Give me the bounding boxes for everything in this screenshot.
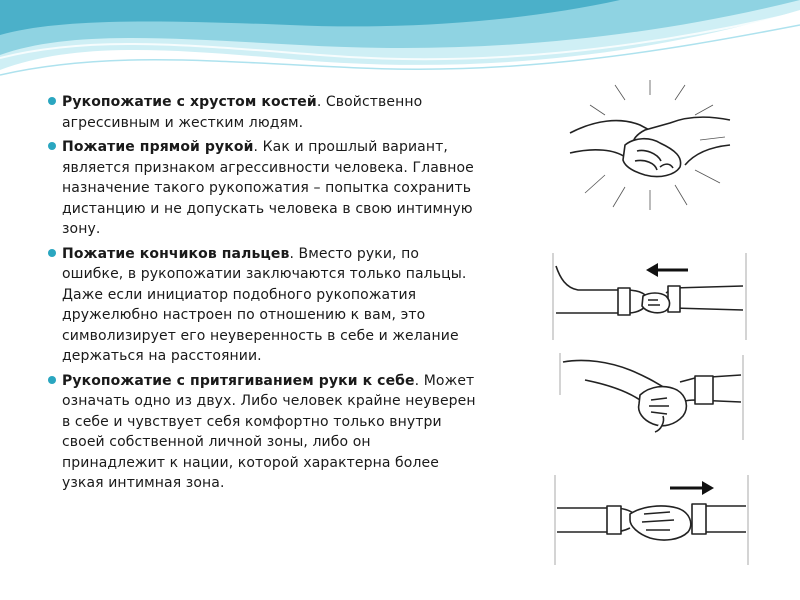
bullet-icon	[48, 97, 56, 105]
arrow-left-icon	[646, 263, 688, 277]
bullet-text: . Может означать одно из двух. Либо человек крайне неуверен в себе и чувствует себя комфортно только внутри своей собственной личной зоны, либо он принадлежит к нации, которой характерна более узкая интимная зона.	[62, 372, 476, 491]
bullet-icon	[48, 142, 56, 150]
fingertip-handshake-icon	[555, 350, 745, 445]
bullet-crushing-handshake	[48, 92, 478, 133]
straight-arm-handshake-icon	[548, 248, 748, 343]
bullet-term: Рукопожатие с притягиванием руки к себе	[62, 372, 415, 389]
arrow-right-icon	[670, 481, 714, 495]
bullet-icon	[48, 376, 56, 384]
bullet-list	[48, 92, 478, 498]
bullet-pulling	[48, 371, 478, 494]
bullet-straight-arm	[48, 137, 478, 240]
crushing-handshake-icon	[565, 75, 735, 215]
bullet-term: Рукопожатие с хрустом костей	[62, 94, 317, 110]
bullet-icon	[48, 249, 56, 257]
bullet-term: Пожатие кончиков пальцев	[62, 245, 290, 262]
bullet-term: Пожатие прямой рукой	[62, 139, 254, 155]
bullet-text: . Как и прошлый вариант, является признаком агрессивности человека. Главное назначение такого рукопожатия – попытка сохранить дистанцию и не допускать человека в свою интимную зону.	[62, 139, 474, 237]
bullet-text: . Свойственно агрессивным и жестким людям.	[62, 94, 423, 131]
pulling-handshake-icon	[552, 470, 752, 570]
bullet-text: . Вместо руки, по ошибке, в рукопожатии заключаются только пальцы. Даже если инициатор подобного рукопожатия дружелюбно настроен по отношению к вам, это символизирует его неуверенность в себе и желание держаться на расстоянии.	[62, 245, 467, 364]
bullet-fingertips	[48, 244, 478, 367]
